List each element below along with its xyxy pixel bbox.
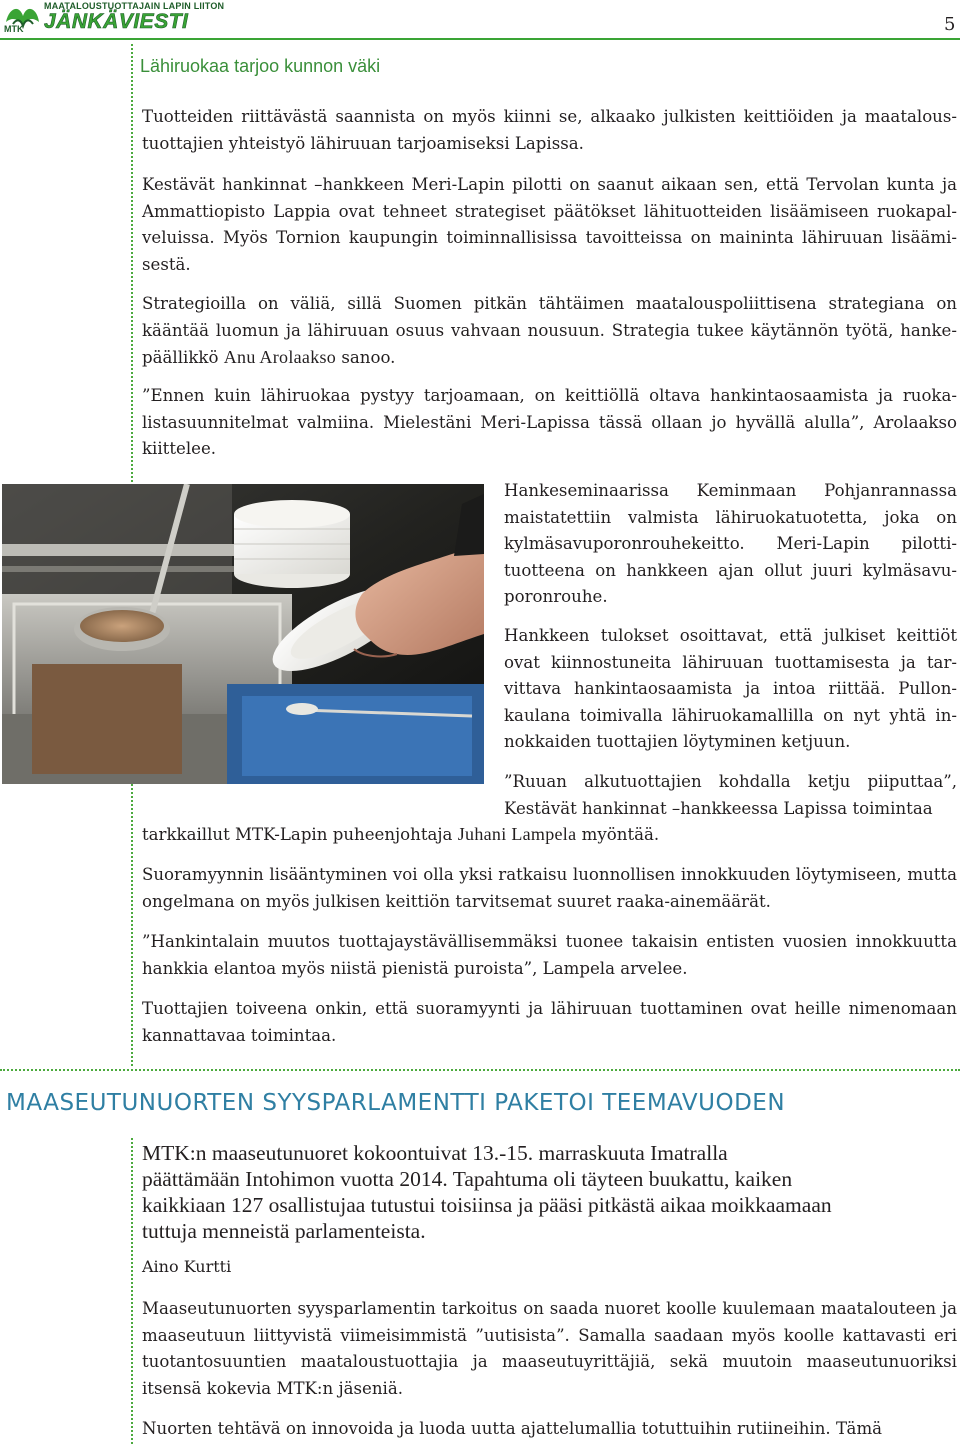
paragraph: ”Hankintalain muutos tuottajaystävällisemmäksi tuonee takaisin entisten vuosien innokkuutta hankkia elantoa myös niistä pienistä puroista”, Lampela arvelee. — [142, 932, 957, 978]
header-tagline: MAATALOUSTUOTTAJAIN LAPIN LIITON — [44, 1, 225, 11]
paragraph — [142, 821, 957, 849]
paragraph: Nuorten tehtävä on innovoida ja luoda uutta ajattelumallia totuttuihin rutiineihin. Tämä — [142, 1419, 883, 1438]
article2-left-rule — [131, 1138, 133, 1444]
column-paragraph: ”Ruuan alkutuottajien kohdalla ketju piiputtaa”, Kestävät hankinnat –hankkeessa Lapissa toimintaa — [504, 772, 957, 818]
lead-line: kaikkiaan 127 osallistujaa tutustui toisiinsa ja pääsi pitkästä aikaa moikkaamaan — [142, 1193, 832, 1217]
paragraph: ”Ennen kuin lähiruokaa pystyy tarjoamaan, on keittiöllä oltava hankintaosaamista ja ruokalistasuunnitelmat valmiina. Mielestäni Meri-Lapissa tässä ollaan jo hyvällä alulla”, Arolaakso kiittelee. — [142, 386, 957, 458]
article-byline: Aino Kurtti — [142, 1257, 232, 1276]
article-lead — [142, 1140, 957, 1244]
person-name: Anu Arolaakso — [223, 347, 337, 367]
magazine-title: JÄNKÄVIESTI — [44, 10, 189, 33]
person-name: Juhani Lampela — [457, 824, 577, 844]
header-org: MTK — [4, 24, 24, 34]
page-number: 5 — [944, 14, 956, 35]
page-header — [0, 0, 960, 42]
text-run: Strategioilla on väliä, sillä Suomen pitkän tähtäimen maatalouspoliittisena strategiana on kääntää luomun ja lähiruuan osuus vahvaan nousuun. Strategia tukee käytännön työtä, hankepäällikkö — [142, 294, 957, 367]
article-kicker: Lähiruokaa tarjoo kunnon väki — [140, 56, 381, 76]
paragraph: Kestävät hankinnat –hankkeen Meri-Lapin pilotti on saanut aikaan sen, että Tervolan kunta ja Ammattiopisto Lappia ovat tehneet strategiset päätökset lähituotteiden lisäämiseen ruokapalveluissa. Myös Tornion kaupungin toiminnallisissa tavoitteissa on maininta lähiruuan lisäämisestä. — [142, 175, 957, 274]
buffet-photo-image — [2, 484, 484, 784]
column-paragraph: Hankkeen tulokset osoittavat, että julkiset keittiöt ovat kiinnostuneita lähiruuan tuottamisesta ja tarvittava hankintaosaamista ja intoa riittää. Pullonkaulana toimivalla lähiruokamallilla on nyt yhtä innokkaiden tuottajien löytyminen ketjuun. — [504, 626, 957, 751]
text-run: sanoo. — [336, 348, 396, 367]
paragraph: Suoramyynnin lisääntyminen voi olla yksi ratkaisu luonnollisen innokkuuden löytymiseen, mutta ongelmana on myös julkisen keittiön tarvitsemat suuret raaka-ainemäärät. — [142, 865, 957, 911]
lead-line: MTK:n maaseutunuoret kokoontuivat 13.-15. marraskuuta Imatralla — [142, 1141, 728, 1165]
column-paragraph: Hankeseminaarissa Keminmaan Pohjanrannassa maistatettiin valmista lähiruokatuotetta, joka on kylmäsavuporonrouhekeitto. Meri-Lapin pilottituotteena on hankkeen ajan ollut juuri kylmäsavuporonrouhe. — [504, 481, 957, 606]
text-run: tarkkaillut MTK-Lapin puheenjohtaja — [142, 825, 458, 844]
article-photo — [2, 484, 484, 784]
paragraph: Maaseutunuorten syysparlamentin tarkoitus on saada nuoret koolle kuulemaan maatalouteen ja maaseutuun liittyvistä viimeisimmistä ”uutisista”. Samalla saadaan myös koolle kattavasti eri tuotantosuuntien maataloustuottajia ja maaseutuyrittäjiä, sekä muutoin maaseutunuoriksi itsensä kokevia MTK:n jäseniä. — [142, 1299, 957, 1398]
lead-line: päättämään Intohimon vuotta 2014. Tapahtuma oli täyteen buukattu, kaiken — [142, 1167, 793, 1191]
article-headline: MAASEUTUNUORTEN SYYSPARLAMENTTI PAKETOI TEEMAVUODEN — [6, 1090, 786, 1116]
section-divider — [0, 1069, 960, 1071]
paragraph — [142, 291, 957, 372]
paragraph: Tuotteiden riittävästä saannista on myös kiinni se, alkaako julkisten keittiöiden ja maataloustuottajien yhteistyö lähiruuan tarjoamiseksi Lapissa. — [142, 107, 957, 153]
header-rule — [0, 38, 960, 40]
lead-line: tuttuja menneistä parlamenteista. — [142, 1219, 426, 1243]
text-run: myöntää. — [576, 825, 660, 844]
paragraph: Tuottajien toiveena onkin, että suoramyynti ja lähiruuan tuottaminen ovat heille nimenomaan kannattavaa toimintaa. — [142, 999, 957, 1045]
